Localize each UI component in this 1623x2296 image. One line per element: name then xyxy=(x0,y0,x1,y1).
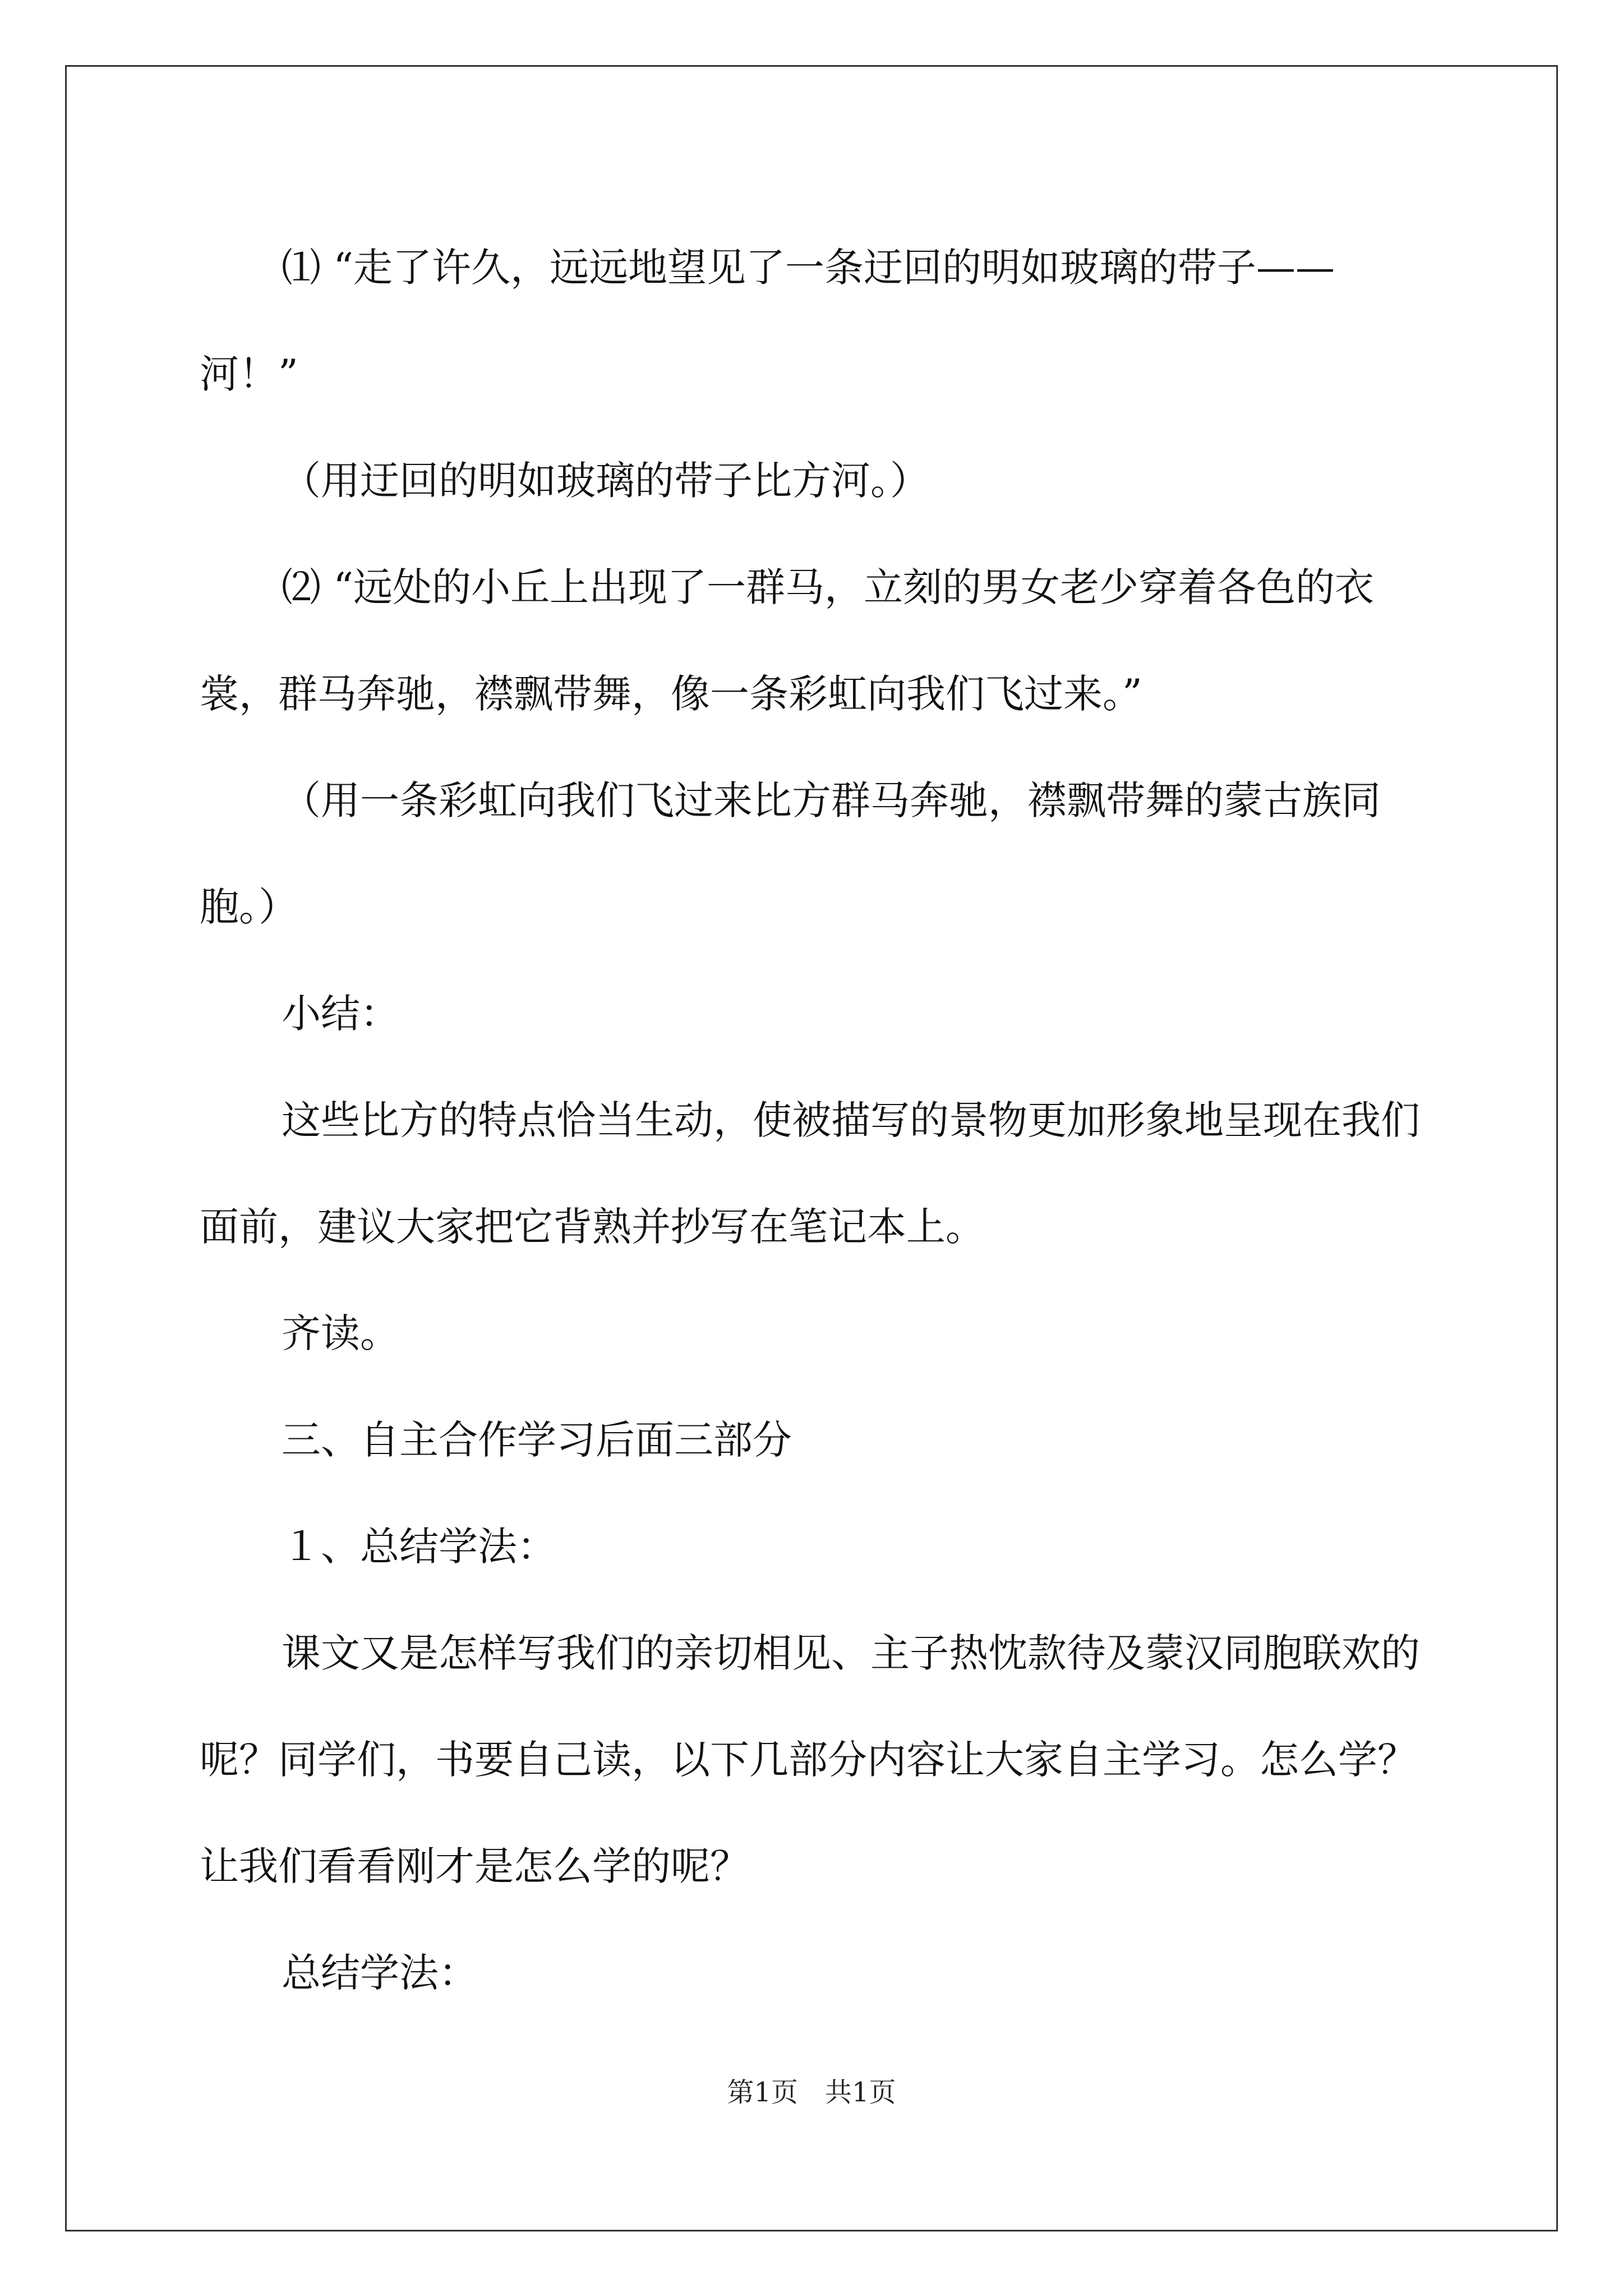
paragraph-method-summary: 总结学法： xyxy=(282,1950,478,1996)
paragraph-simile-2-note: （用一条彩虹向我们飞过来比方群马奔驰，襟飘带舞的蒙古族同胞。） xyxy=(200,777,1381,930)
subheading-method: １、总结学法： xyxy=(282,1524,556,1570)
paragraph-method-question: 课文又是怎样写我们的亲切相见、主子热忱款待及蒙汉同胞联欢的呢？同学们，书要自己读，以下几部分内容让大家自主学习。怎么学？让我们看看刚才是怎么学的呢？ xyxy=(200,1630,1420,1889)
paragraph-simile-1: ⑴ “走了许久，远远地望见了一条迂回的明如玻璃的带子——河！” xyxy=(200,245,1335,397)
page-number-footer: 第1页 共1页 xyxy=(727,2077,896,2108)
section-heading-three: 三、自主合作学习后面三部分 xyxy=(282,1417,792,1463)
paragraph-read-aloud: 齐读。 xyxy=(282,1310,399,1356)
paragraph-summary-heading: 小结： xyxy=(282,991,399,1037)
document-body xyxy=(200,214,1427,2026)
paragraph-simile-1-note: （用迂回的明如玻璃的带子比方河。） xyxy=(282,458,929,504)
paragraph-summary-text: 这些比方的特点恰当生动，使被描写的景物更加形象地呈现在我们面前，建议大家把它背熟并抄写在笔记本上。 xyxy=(200,1097,1420,1250)
paragraph-simile-2: ⑵ “远处的小丘上出现了一群马，立刻的男女老少穿着各色的衣裳，群马奔驰，襟飘带舞，像一条彩虹向我们飞过来。” xyxy=(200,564,1375,717)
